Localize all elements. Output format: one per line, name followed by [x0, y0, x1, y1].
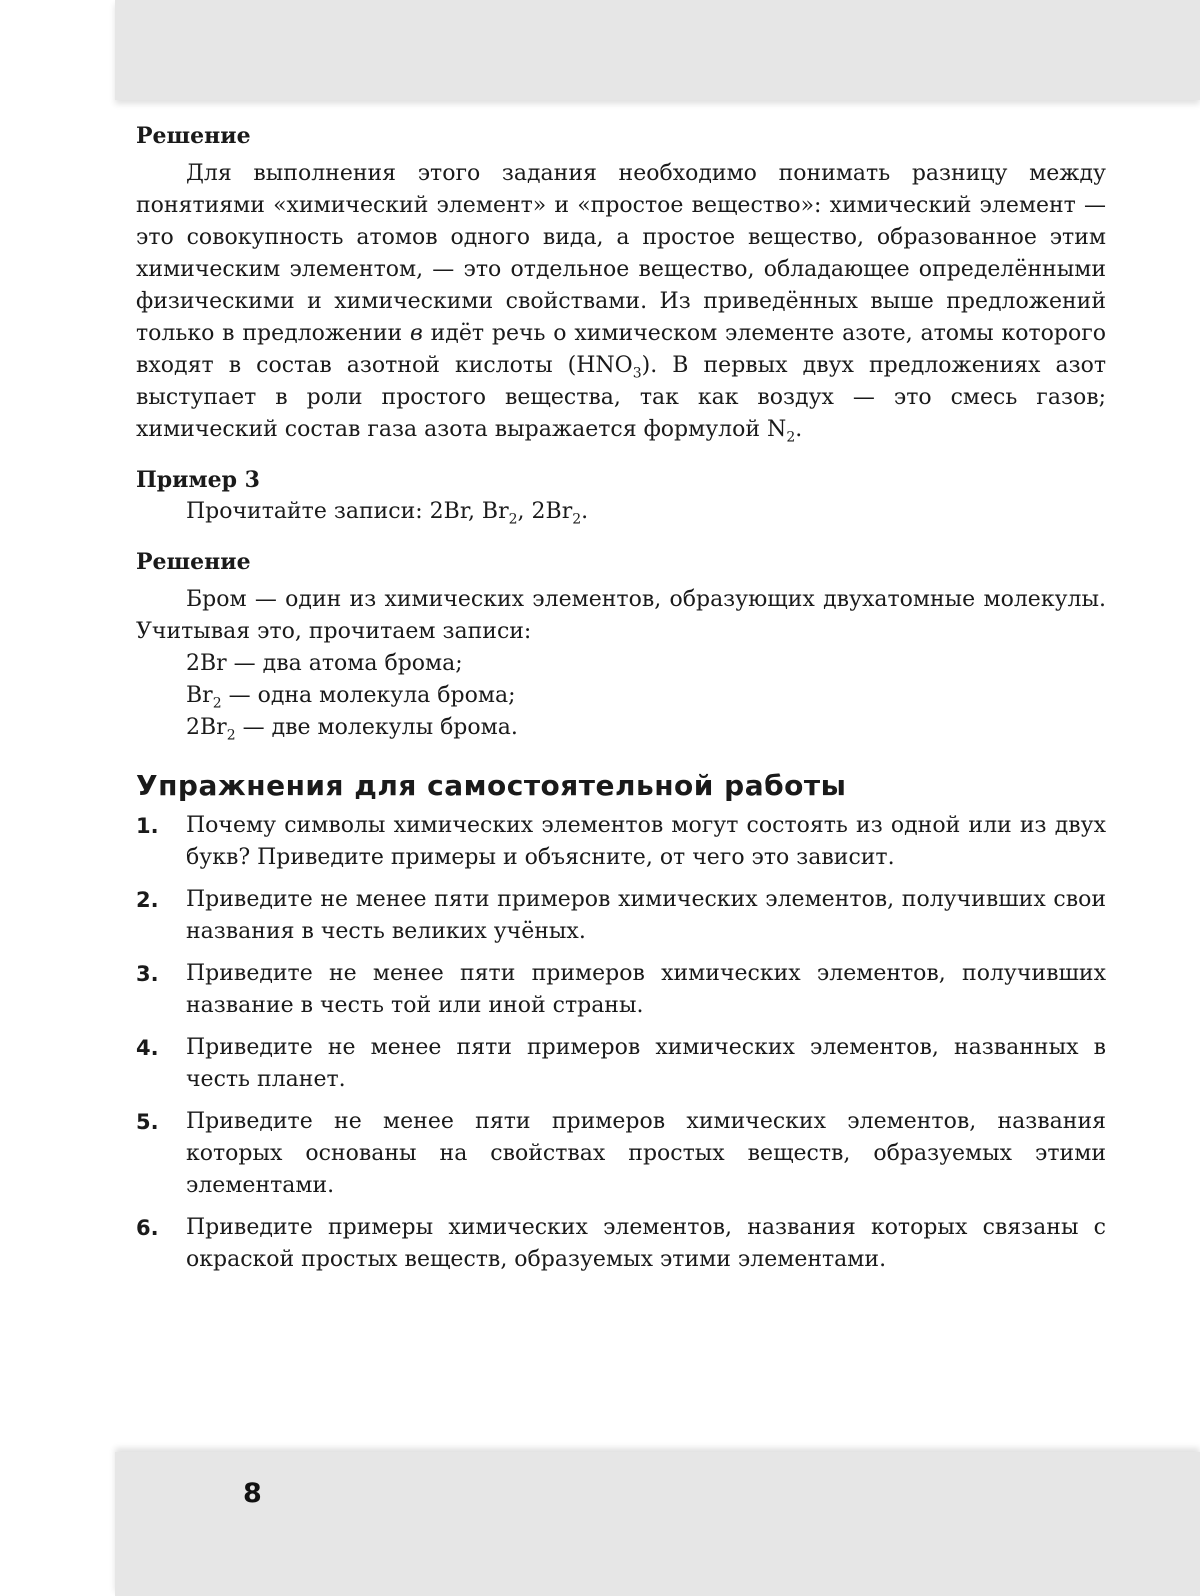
exercise-number: 5. — [136, 1110, 159, 1134]
exercise-text: Приведите не менее пяти примеров химических элементов, названных в честь планет. — [186, 1035, 1106, 1092]
exercise-item — [136, 1032, 1106, 1096]
exercise-number: 4. — [136, 1036, 159, 1060]
solution2-heading: Решение — [136, 549, 251, 575]
exercise-text: Приведите не менее пяти примеров химических элементов, получивших свои названия в честь великих учёных. — [186, 887, 1106, 944]
reading-line-1: 2Br — два атома брома; — [186, 651, 463, 676]
exercise-number: 1. — [136, 814, 159, 838]
solution-heading: Решение — [136, 123, 251, 149]
exercise-item — [136, 1106, 1106, 1202]
exercise-text: Приведите примеры химических элементов, названия которых связаны с окраской простых веществ, образуемых этими элементами. — [186, 1215, 1106, 1272]
exercise-text: Приведите не менее пяти примеров химических элементов, названия которых основаны на свойствах простых веществ, образуемых этими элементами. — [186, 1109, 1106, 1198]
exercise-number: 6. — [136, 1216, 159, 1240]
solution2-paragraph: Бром — один из химических элементов, образующих двухатомные молекулы. Учитывая это, прочитаем записи: — [136, 587, 1106, 644]
page-number: 8 — [243, 1478, 262, 1509]
exercise-number: 2. — [136, 888, 159, 912]
exercise-text: Почему символы химических элементов могут состоять из одной или из двух букв? Приведите примеры и объясните, от чего это зависит. — [186, 813, 1106, 870]
exercise-item — [136, 810, 1106, 874]
exercises-title: Упражнения для самостоятельной работы — [136, 769, 847, 802]
example-heading: Пример 3 — [136, 467, 260, 493]
exercise-list — [136, 810, 1106, 1276]
reading-line-3: $2Br_2$ — две молекулы брома. — [186, 715, 518, 744]
exercise-number: 3. — [136, 962, 159, 986]
page-content — [136, 120, 1106, 1286]
top-margin-band — [115, 0, 1200, 100]
exercise-item — [136, 884, 1106, 948]
bottom-margin-band — [115, 1452, 1200, 1596]
exercise-item — [136, 958, 1106, 1022]
solution-paragraph: Для выполнения этого задания необходимо понимать разницу между понятиями «химический элемент» и «простое вещество»: химический элемент — это совокупность атомов одного вида, а простое вещество, образованное этим химическим элементом, — это отдельное вещество, обладающее определёнными физическими и химическими свойствами. Из приведённых выше предложений только в предложении в идёт речь о химическом элементе азоте, атомы которого входят в состав азотной кислоты $(HNO_3)$. В первых двух предложениях азот выступает в роли простого вещества, так как воздух — это смесь газов; химический состав газа азота выражается формулой $N_2$. — [136, 161, 1107, 446]
example-task: Прочитайте записи: 2Br, $Br_2$, $2Br_2$. — [186, 499, 589, 528]
exercise-text: Приведите не менее пяти примеров химических элементов, получивших название в честь той или иной страны. — [186, 961, 1106, 1018]
reading-line-2: $Br_2$ — одна молекула брома; — [186, 683, 516, 712]
exercise-item — [136, 1212, 1106, 1276]
